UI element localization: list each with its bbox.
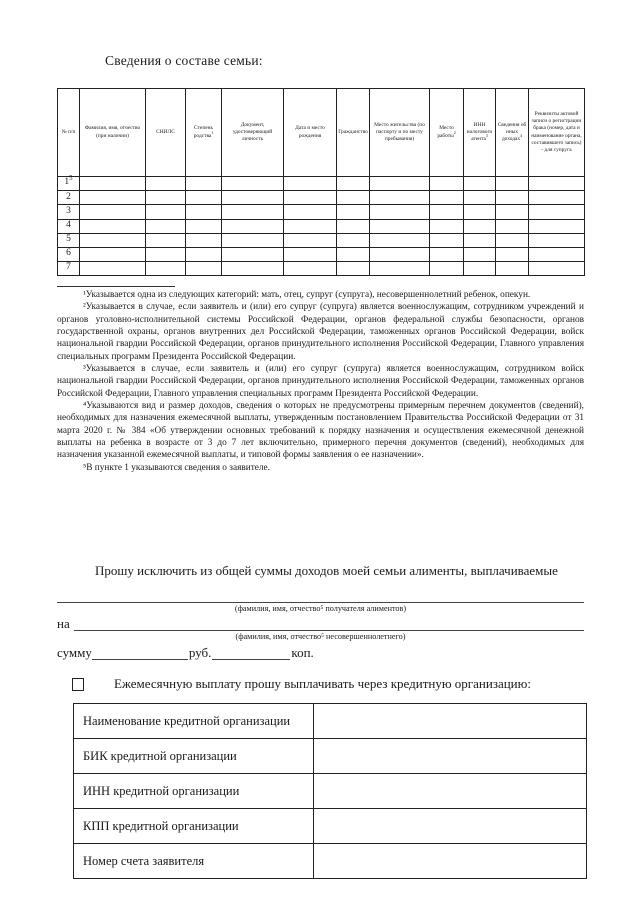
table-row[interactable]: [58, 219, 585, 233]
footnote-2: ²Указывается в случае, если заявитель и (или) его супруг (супруга) является военнослужащим, сотрудником учреждений и органов уголовно-исполнительной системы Российской Федерации, органов федеральной службы безопасности, органов государственной охраны, органов внутренних дел Российской Федерации, таможенных органов Российской Федерации, войск национальной гвардии Российской Федерации, органов принудительного исполнения Российской Федерации, Главного управления специальных программ Президента Российской Федерации.: [57, 302, 584, 362]
cell-other-income[interactable]: [496, 219, 529, 233]
cell-fullname[interactable]: [80, 262, 146, 276]
table-row[interactable]: [58, 247, 585, 261]
cell-fullname[interactable]: [80, 247, 146, 261]
col-header-snils: [146, 89, 186, 177]
col-header-other-income-text: Сведения об иных доходах: [497, 121, 527, 143]
page-title: Сведения о составе семьи:: [105, 53, 263, 68]
cell-birth[interactable]: [284, 191, 337, 205]
table-row: [74, 774, 587, 809]
footnote-ref-1: 1: [211, 130, 214, 135]
row-number-text: 3: [66, 205, 71, 216]
cell-tax-agent-inn[interactable]: [464, 233, 496, 247]
cell-fullname[interactable]: [80, 233, 146, 247]
cell-fullname[interactable]: [80, 177, 146, 191]
cell-relation[interactable]: [186, 205, 222, 219]
table-row: [74, 739, 587, 774]
cell-residence[interactable]: [370, 219, 430, 233]
cell-snils[interactable]: [146, 262, 186, 276]
alimony-minor-caption: (фамилия, имя, отчество⁵ несовершеннолетнего): [235, 632, 406, 641]
cell-residence[interactable]: [370, 191, 430, 205]
cell-citizenship[interactable]: [337, 205, 370, 219]
cell-snils[interactable]: [146, 233, 186, 247]
cell-citizenship[interactable]: [337, 219, 370, 233]
alimony-recipient-input[interactable]: [57, 588, 584, 603]
cell-relation[interactable]: [186, 233, 222, 247]
cell-identity-document[interactable]: [222, 177, 284, 191]
cell-workplace[interactable]: [430, 233, 464, 247]
bank-details-table: [73, 703, 587, 879]
cell-citizenship[interactable]: [337, 247, 370, 261]
cell-tax-agent-inn[interactable]: [464, 177, 496, 191]
row-number-text: 5: [66, 234, 71, 245]
col-header-citizenship: [337, 89, 370, 177]
cell-marriage-record[interactable]: [529, 262, 585, 276]
cell-tax-agent-inn[interactable]: [464, 262, 496, 276]
col-header-workplace-text: Место работы: [437, 125, 454, 139]
table-row[interactable]: [58, 177, 585, 191]
col-header-marriage-record-text: Реквизиты актовой записи о регистрации брака (номер, дата и наименование органа, составившего запись) - для супруга: [531, 110, 582, 154]
cell-birth[interactable]: [284, 233, 337, 247]
cell-birth[interactable]: [284, 247, 337, 261]
cell-marriage-record[interactable]: [529, 205, 585, 219]
cell-other-income[interactable]: [496, 262, 529, 276]
cell-tax-agent-inn[interactable]: [464, 191, 496, 205]
cell-workplace[interactable]: [430, 219, 464, 233]
family-composition-table: [57, 88, 585, 276]
cell-snils[interactable]: [146, 191, 186, 205]
cell-identity-document[interactable]: [222, 205, 284, 219]
alimony-rub-input[interactable]: [92, 646, 188, 660]
cell-birth[interactable]: [284, 205, 337, 219]
row-number-text: 6: [66, 248, 71, 259]
footnote-ref-5: 5: [69, 175, 73, 183]
cell-identity-document[interactable]: [222, 262, 284, 276]
cell-birth[interactable]: [284, 177, 337, 191]
cell-tax-agent-inn[interactable]: [464, 219, 496, 233]
row-number-cell: [58, 219, 80, 233]
col-header-relation-text: Степень родства: [193, 125, 213, 139]
cell-residence[interactable]: [370, 233, 430, 247]
col-header-citizenship-text: Гражданство: [338, 128, 368, 135]
footnote-3: ³Указывается в случае, если заявитель и (или) его супруг (супруга) является военнослужащим, сотрудником войск национальной гвардии Российской Федерации, органов принудительного исполнения Российской Федерации, таможенных органов Российской Федерации, Главного управления специальных программ Президента Российской Федерации.: [57, 364, 584, 399]
col-header-tax-agent-inn-text: ИНН налогового агента: [466, 121, 493, 143]
alimony-request-paragraph: Прошу исключить из общей суммы доходов моей семьи алименты, выплачиваемые: [95, 563, 558, 578]
col-header-workplace: [430, 89, 464, 177]
cell-citizenship[interactable]: [337, 262, 370, 276]
cell-fullname[interactable]: [80, 205, 146, 219]
cell-marriage-record[interactable]: [529, 177, 585, 191]
family-table-header-row: [58, 89, 585, 177]
cell-identity-document[interactable]: [222, 191, 284, 205]
footnote-ref-3: 3: [485, 134, 488, 139]
cell-tax-agent-inn[interactable]: [464, 247, 496, 261]
col-header-number-text: № п/п: [61, 128, 76, 135]
credit-organization-checkbox-label: Ежемесячную выплату прошу выплачивать через кредитную организацию:: [114, 676, 531, 691]
cell-relation[interactable]: [186, 247, 222, 261]
footnote-1: ¹Указывается одна из следующих категорий: мать, отец, супруг (супруга), несовершеннолетний ребенок, опекун.: [83, 290, 531, 300]
col-header-relation: [186, 89, 222, 177]
row-number-cell: [58, 247, 80, 261]
row-number-text: 1: [64, 177, 70, 188]
footnote-4: ⁴Указываются вид и размер доходов, сведения о которых не предусмотрены примерным перечнем документов (сведений), необходимых для назначения ежемесячной выплаты, утвержденным постановлением Правительства Российской Федерации от 31 марта 2020 г. № 384 «Об утверждении основных требований к порядку назначения и осуществления ежемесячной денежной выплаты на ребенка в возрасте от 3 до 7 лет включительно, примерного перечня документов (сведений), необходимых для назначения указанной ежемесячной выплаты, и типовой формы заявления о ее назначении».: [57, 401, 584, 461]
cell-residence[interactable]: [370, 262, 430, 276]
cell-tax-agent-inn[interactable]: [464, 205, 496, 219]
table-row[interactable]: [58, 191, 585, 205]
row-number-cell: [58, 233, 80, 247]
cell-relation[interactable]: [186, 219, 222, 233]
cell-residence[interactable]: [370, 177, 430, 191]
table-row[interactable]: [58, 233, 585, 247]
col-header-birth: [284, 89, 337, 177]
alimony-recipient-caption: (фамилия, имя, отчество⁵ получателя алиментов): [234, 604, 407, 613]
bank-value-bik[interactable]: [314, 739, 587, 774]
footnote-ref-2: 2: [453, 130, 456, 135]
col-header-other-income: [496, 89, 529, 177]
alimony-fields-block: [57, 588, 584, 660]
row-number-cell: [58, 262, 80, 276]
alimony-minor-row: [57, 616, 584, 631]
cell-marriage-record[interactable]: [529, 233, 585, 247]
alimony-kop-input[interactable]: [212, 646, 290, 660]
alimony-kop-label: коп.: [291, 645, 314, 660]
table-row[interactable]: [58, 262, 585, 276]
col-header-number: [58, 89, 80, 177]
cell-snils[interactable]: [146, 205, 186, 219]
cell-relation[interactable]: [186, 262, 222, 276]
row-number-text: 7: [66, 262, 71, 273]
cell-workplace[interactable]: [430, 177, 464, 191]
cell-citizenship[interactable]: [337, 191, 370, 205]
bank-value-inn[interactable]: [314, 774, 587, 809]
cell-birth[interactable]: [284, 262, 337, 276]
col-header-identity-document-text: Документ, удостоверяющий личность: [232, 121, 273, 143]
alimony-amount-row: [57, 645, 584, 660]
cell-residence[interactable]: [370, 205, 430, 219]
footnote-separator-rule: [57, 286, 175, 287]
bank-value-account-number[interactable]: [314, 844, 587, 879]
cell-fullname[interactable]: [80, 191, 146, 205]
cell-identity-document[interactable]: [222, 233, 284, 247]
cell-relation[interactable]: [186, 191, 222, 205]
cell-marriage-record[interactable]: [529, 219, 585, 233]
table-row: [74, 809, 587, 844]
bank-value-organization-name[interactable]: [314, 704, 587, 739]
footnotes-section: [57, 286, 584, 474]
col-header-residence: [370, 89, 430, 177]
col-header-identity-document: [222, 89, 284, 177]
cell-workplace[interactable]: [430, 191, 464, 205]
cell-snils[interactable]: [146, 177, 186, 191]
cell-marriage-record[interactable]: [529, 247, 585, 261]
cell-snils[interactable]: [146, 219, 186, 233]
row-number-text: 4: [66, 219, 71, 230]
cell-other-income[interactable]: [496, 247, 529, 261]
alimony-na-label: на: [57, 616, 70, 631]
bank-label-organization-name: Наименование кредитной организации: [74, 704, 314, 739]
footnote-ref-4: 4: [520, 134, 523, 139]
bank-label-bik: БИК кредитной организации: [74, 739, 314, 774]
col-header-marriage-record: [529, 89, 585, 177]
bank-label-kpp: КПП кредитной организации: [74, 809, 314, 844]
alimony-minor-input[interactable]: [74, 616, 584, 631]
cell-marriage-record[interactable]: [529, 191, 585, 205]
alimony-rub-label: руб.: [188, 645, 212, 660]
cell-other-income[interactable]: [496, 191, 529, 205]
row-number-cell: [58, 191, 80, 205]
alimony-summa-label: сумму: [57, 645, 92, 660]
col-header-tax-agent-inn: [464, 89, 496, 177]
col-header-birth-text: Дата и место рождения: [295, 125, 325, 139]
cell-workplace[interactable]: [430, 205, 464, 219]
table-row: [74, 704, 587, 739]
cell-birth[interactable]: [284, 219, 337, 233]
cell-other-income[interactable]: [496, 205, 529, 219]
bank-label-account-number: Номер счета заявителя: [74, 844, 314, 879]
table-row[interactable]: [58, 205, 585, 219]
cell-identity-document[interactable]: [222, 219, 284, 233]
cell-citizenship[interactable]: [337, 177, 370, 191]
cell-fullname[interactable]: [80, 219, 146, 233]
col-header-snils-text: СНИЛС: [156, 128, 175, 135]
cell-snils[interactable]: [146, 247, 186, 261]
cell-workplace[interactable]: [430, 262, 464, 276]
payment-method-row: [72, 676, 584, 692]
col-header-fullname-text: Фамилия, имя, отчество (при наличии): [84, 125, 141, 139]
table-row: [74, 844, 587, 879]
cell-relation[interactable]: [186, 177, 222, 191]
credit-organization-checkbox[interactable]: [72, 678, 84, 691]
bank-value-kpp[interactable]: [314, 809, 587, 844]
cell-citizenship[interactable]: [337, 233, 370, 247]
row-number-cell: [58, 177, 80, 191]
row-number-cell: [58, 205, 80, 219]
cell-other-income[interactable]: [496, 233, 529, 247]
cell-workplace[interactable]: [430, 247, 464, 261]
cell-residence[interactable]: [370, 247, 430, 261]
col-header-fullname: [80, 89, 146, 177]
cell-other-income[interactable]: [496, 177, 529, 191]
col-header-residence-text: Место жительства (по паспорту и по месту пребывания): [374, 121, 425, 143]
cell-identity-document[interactable]: [222, 247, 284, 261]
family-table-body: [58, 177, 585, 276]
bank-label-inn: ИНН кредитной организации: [74, 774, 314, 809]
footnote-5: ⁵В пункте 1 указываются сведения о заявителе.: [83, 462, 270, 473]
row-number-text: 2: [66, 191, 71, 202]
